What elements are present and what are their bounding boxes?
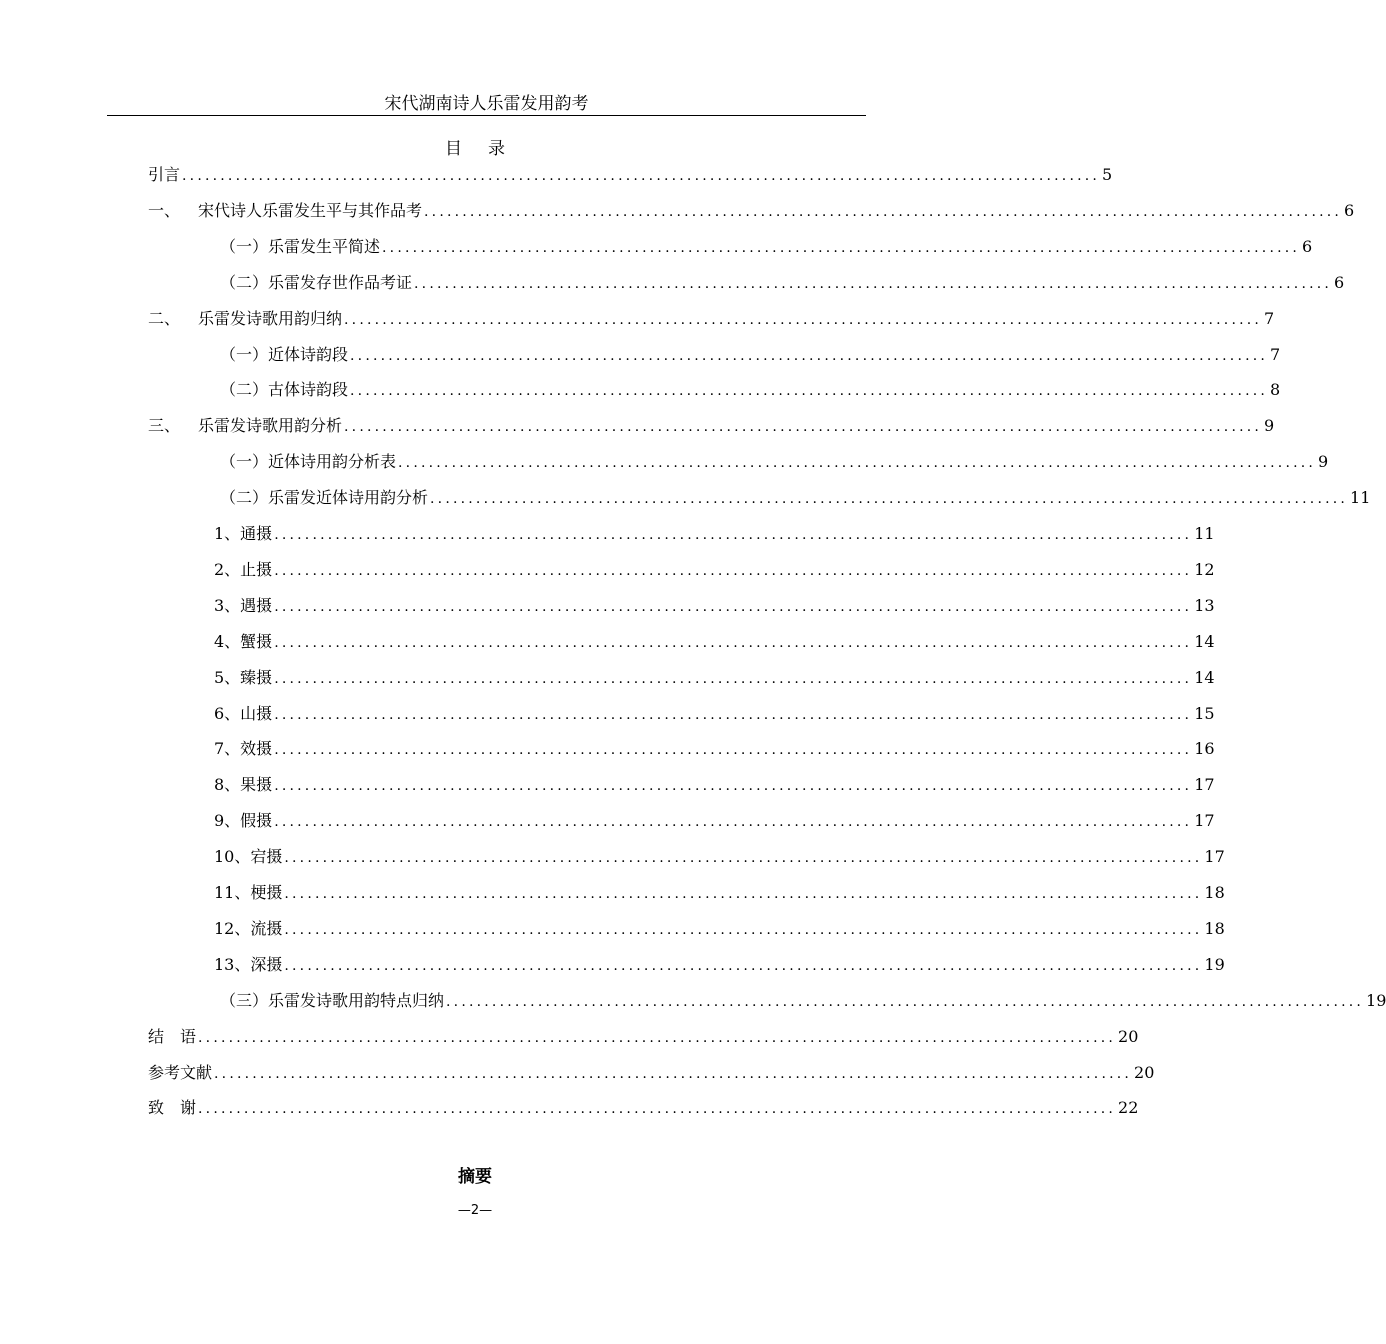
- toc-entry-page: 20: [1134, 1062, 1155, 1082]
- toc-entry-label: 引言: [148, 165, 181, 184]
- toc-entry-label: （一）近体诗用韵分析表: [220, 452, 397, 472]
- toc-entry-page: 14: [1194, 667, 1215, 687]
- toc-entry[interactable]: [220, 486, 1371, 510]
- toc-entry-page: 17: [1194, 775, 1215, 795]
- header-rule: [107, 115, 866, 116]
- toc-entry[interactable]: [214, 558, 1215, 582]
- toc-dot-leader: ........................................................................................................................: [198, 1101, 1117, 1118]
- toc-entry-page: 18: [1204, 918, 1225, 938]
- toc-entry-page: 16: [1194, 739, 1215, 759]
- toc-entry-page: 6: [1302, 236, 1313, 256]
- toc-entry-page: 20: [1118, 1026, 1139, 1046]
- toc-entry-page: 7: [1270, 344, 1281, 364]
- toc-entry-label: （三）乐雷发诗歌用韵特点归纳: [220, 990, 445, 1010]
- toc-entry[interactable]: [220, 989, 1386, 1013]
- toc-dot-leader: ........................................................................................................................: [182, 168, 1101, 184]
- toc-entry[interactable]: [214, 917, 1225, 941]
- toc-entry[interactable]: [214, 809, 1215, 833]
- running-header-title: 宋代湖南诗人乐雷发用韵考: [384, 94, 589, 114]
- toc-entry-label: 6、山摄: [214, 703, 273, 723]
- toc-dot-leader: ........................................................................................................................: [274, 527, 1193, 543]
- toc-dot-leader: ........................................................................................................................: [284, 921, 1203, 938]
- toc-entry-label: 结 语: [148, 1026, 197, 1046]
- toc-entry-label: 10、宕摄: [214, 847, 283, 867]
- toc-entry[interactable]: [220, 343, 1281, 367]
- toc-entry[interactable]: [220, 378, 1281, 402]
- toc-dot-leader: ........................................................................................................................: [274, 598, 1193, 615]
- toc-entry-page: 19: [1204, 954, 1225, 974]
- toc-entry-page: 6: [1344, 200, 1355, 220]
- toc-entry-page: 11: [1350, 488, 1371, 508]
- toc-dot-leader: ........................................................................................................................: [424, 203, 1343, 220]
- toc-entry[interactable]: [220, 450, 1329, 474]
- toc-entry-label: （一）近体诗韵段: [220, 344, 349, 364]
- toc-entry-page: 15: [1194, 703, 1215, 723]
- toc-entry-number: 二、: [148, 308, 181, 328]
- toc-entry-label: 4、蟹摄: [214, 631, 273, 651]
- toc-dot-leader: ........................................................................................................................: [274, 742, 1193, 759]
- toc-entry-page: 19: [1366, 990, 1386, 1010]
- toc-entry-page: 17: [1194, 811, 1215, 831]
- toc-entry[interactable]: [214, 953, 1225, 977]
- toc-entry[interactable]: [214, 666, 1215, 690]
- toc-dot-leader: ........................................................................................................................: [274, 778, 1193, 795]
- toc-entry-label: 致 谢: [148, 1098, 197, 1118]
- toc-entry-label: （一）乐雷发生平简述: [220, 236, 381, 256]
- toc-dot-leader: ........................................................................................................................: [350, 347, 1269, 364]
- toc-entry-label: 乐雷发诗歌用韵分析: [198, 416, 343, 436]
- toc-entry-label: （二）乐雷发存世作品考证: [220, 272, 413, 292]
- toc-dot-leader: ........................................................................................................................: [430, 491, 1349, 508]
- toc-entry-label: 11、梗摄: [214, 883, 283, 902]
- toc-entry-label: 13、深摄: [214, 954, 283, 974]
- toc-dot-leader: ........................................................................................................................: [274, 634, 1193, 651]
- toc-entry-page: 9: [1264, 416, 1275, 436]
- toc-entry-page: 6: [1334, 272, 1345, 292]
- toc-entry-label: （二）古体诗韵段: [220, 380, 349, 400]
- toc-dot-leader: ........................................................................................................................: [284, 957, 1203, 974]
- toc-entry[interactable]: [214, 737, 1215, 761]
- toc-entry[interactable]: [148, 1096, 1139, 1120]
- toc-entry-number: 一、: [148, 200, 181, 220]
- toc-entry-page: 7: [1264, 308, 1275, 328]
- toc-entry-label: 乐雷发诗歌用韵归纳: [198, 308, 343, 328]
- toc-entry-label: 参考文献: [148, 1062, 213, 1082]
- toc-entry[interactable]: [148, 414, 1275, 438]
- toc-title-char-1: 目: [445, 139, 462, 159]
- toc-dot-leader: ........................................................................................................................: [274, 706, 1193, 723]
- toc-dot-leader: ........................................................................................................................: [198, 1029, 1117, 1046]
- toc-dot-leader: ........................................................................................................................: [214, 1065, 1133, 1082]
- toc-entry-page: 18: [1204, 883, 1225, 902]
- toc-dot-leader: ........................................................................................................................: [274, 814, 1193, 831]
- toc-entry-label: 7、效摄: [214, 739, 273, 759]
- toc-dot-leader: ........................................................................................................................: [398, 455, 1317, 472]
- toc-entry[interactable]: [220, 271, 1345, 295]
- toc-dot-leader: ........................................................................................................................: [284, 886, 1203, 902]
- toc-dot-leader: ........................................................................................................................: [284, 850, 1203, 867]
- toc-entry-page: 13: [1194, 595, 1215, 615]
- toc-dot-leader: ........................................................................................................................: [414, 275, 1333, 292]
- toc-entry[interactable]: [214, 845, 1225, 869]
- toc-title: [0, 139, 950, 159]
- toc-entry-label: 2、止摄: [214, 559, 273, 579]
- toc-entry[interactable]: [148, 163, 1113, 187]
- page-number: —2—: [457, 1203, 493, 1218]
- toc-entry-page: 17: [1204, 847, 1225, 867]
- toc-entry[interactable]: [148, 307, 1275, 331]
- toc-entry[interactable]: [148, 1025, 1139, 1049]
- toc-entry-label: 1、通摄: [214, 524, 273, 543]
- toc-entry[interactable]: [214, 773, 1215, 797]
- toc-entry[interactable]: [214, 630, 1215, 654]
- toc-entry-page: 12: [1194, 559, 1215, 579]
- toc-entry[interactable]: [214, 594, 1215, 618]
- toc-dot-leader: ........................................................................................................................: [274, 562, 1193, 579]
- toc-entry[interactable]: [214, 522, 1215, 546]
- toc-dot-leader: ........................................................................................................................: [344, 419, 1263, 436]
- abstract-heading: 摘要: [458, 1167, 492, 1187]
- toc-entry-page: 11: [1194, 524, 1215, 543]
- toc-entry[interactable]: [214, 702, 1215, 726]
- toc-entry-page: 5: [1102, 165, 1113, 184]
- toc-entry[interactable]: [214, 881, 1225, 905]
- toc-entry-label: 宋代诗人乐雷发生平与其作品考: [198, 200, 423, 220]
- toc-dot-leader: ........................................................................................................................: [274, 670, 1193, 687]
- toc-entry-number: 三、: [148, 416, 181, 436]
- toc-entry-label: 9、假摄: [214, 811, 273, 831]
- toc-entry[interactable]: [148, 199, 1355, 223]
- toc-entry[interactable]: [220, 235, 1313, 259]
- toc-dot-leader: ........................................................................................................................: [446, 993, 1365, 1010]
- toc-entry-label: 12、流摄: [214, 918, 283, 938]
- toc-dot-leader: ........................................................................................................................: [382, 239, 1301, 256]
- toc-title-char-2: 录: [488, 139, 505, 159]
- toc-entry-page: 22: [1118, 1098, 1139, 1118]
- toc-entry-page: 14: [1194, 631, 1215, 651]
- toc-entry-label: 5、臻摄: [214, 667, 273, 687]
- toc-entry-page: 9: [1318, 452, 1329, 472]
- toc-entry-label: 8、果摄: [214, 775, 273, 795]
- toc-dot-leader: ........................................................................................................................: [350, 383, 1269, 400]
- toc-entry-label: （二）乐雷发近体诗用韵分析: [220, 488, 429, 508]
- toc-entry[interactable]: [148, 1061, 1155, 1085]
- toc-entry-page: 8: [1270, 380, 1281, 400]
- toc-entry-label: 3、遇摄: [214, 595, 273, 615]
- toc-dot-leader: ........................................................................................................................: [344, 311, 1263, 328]
